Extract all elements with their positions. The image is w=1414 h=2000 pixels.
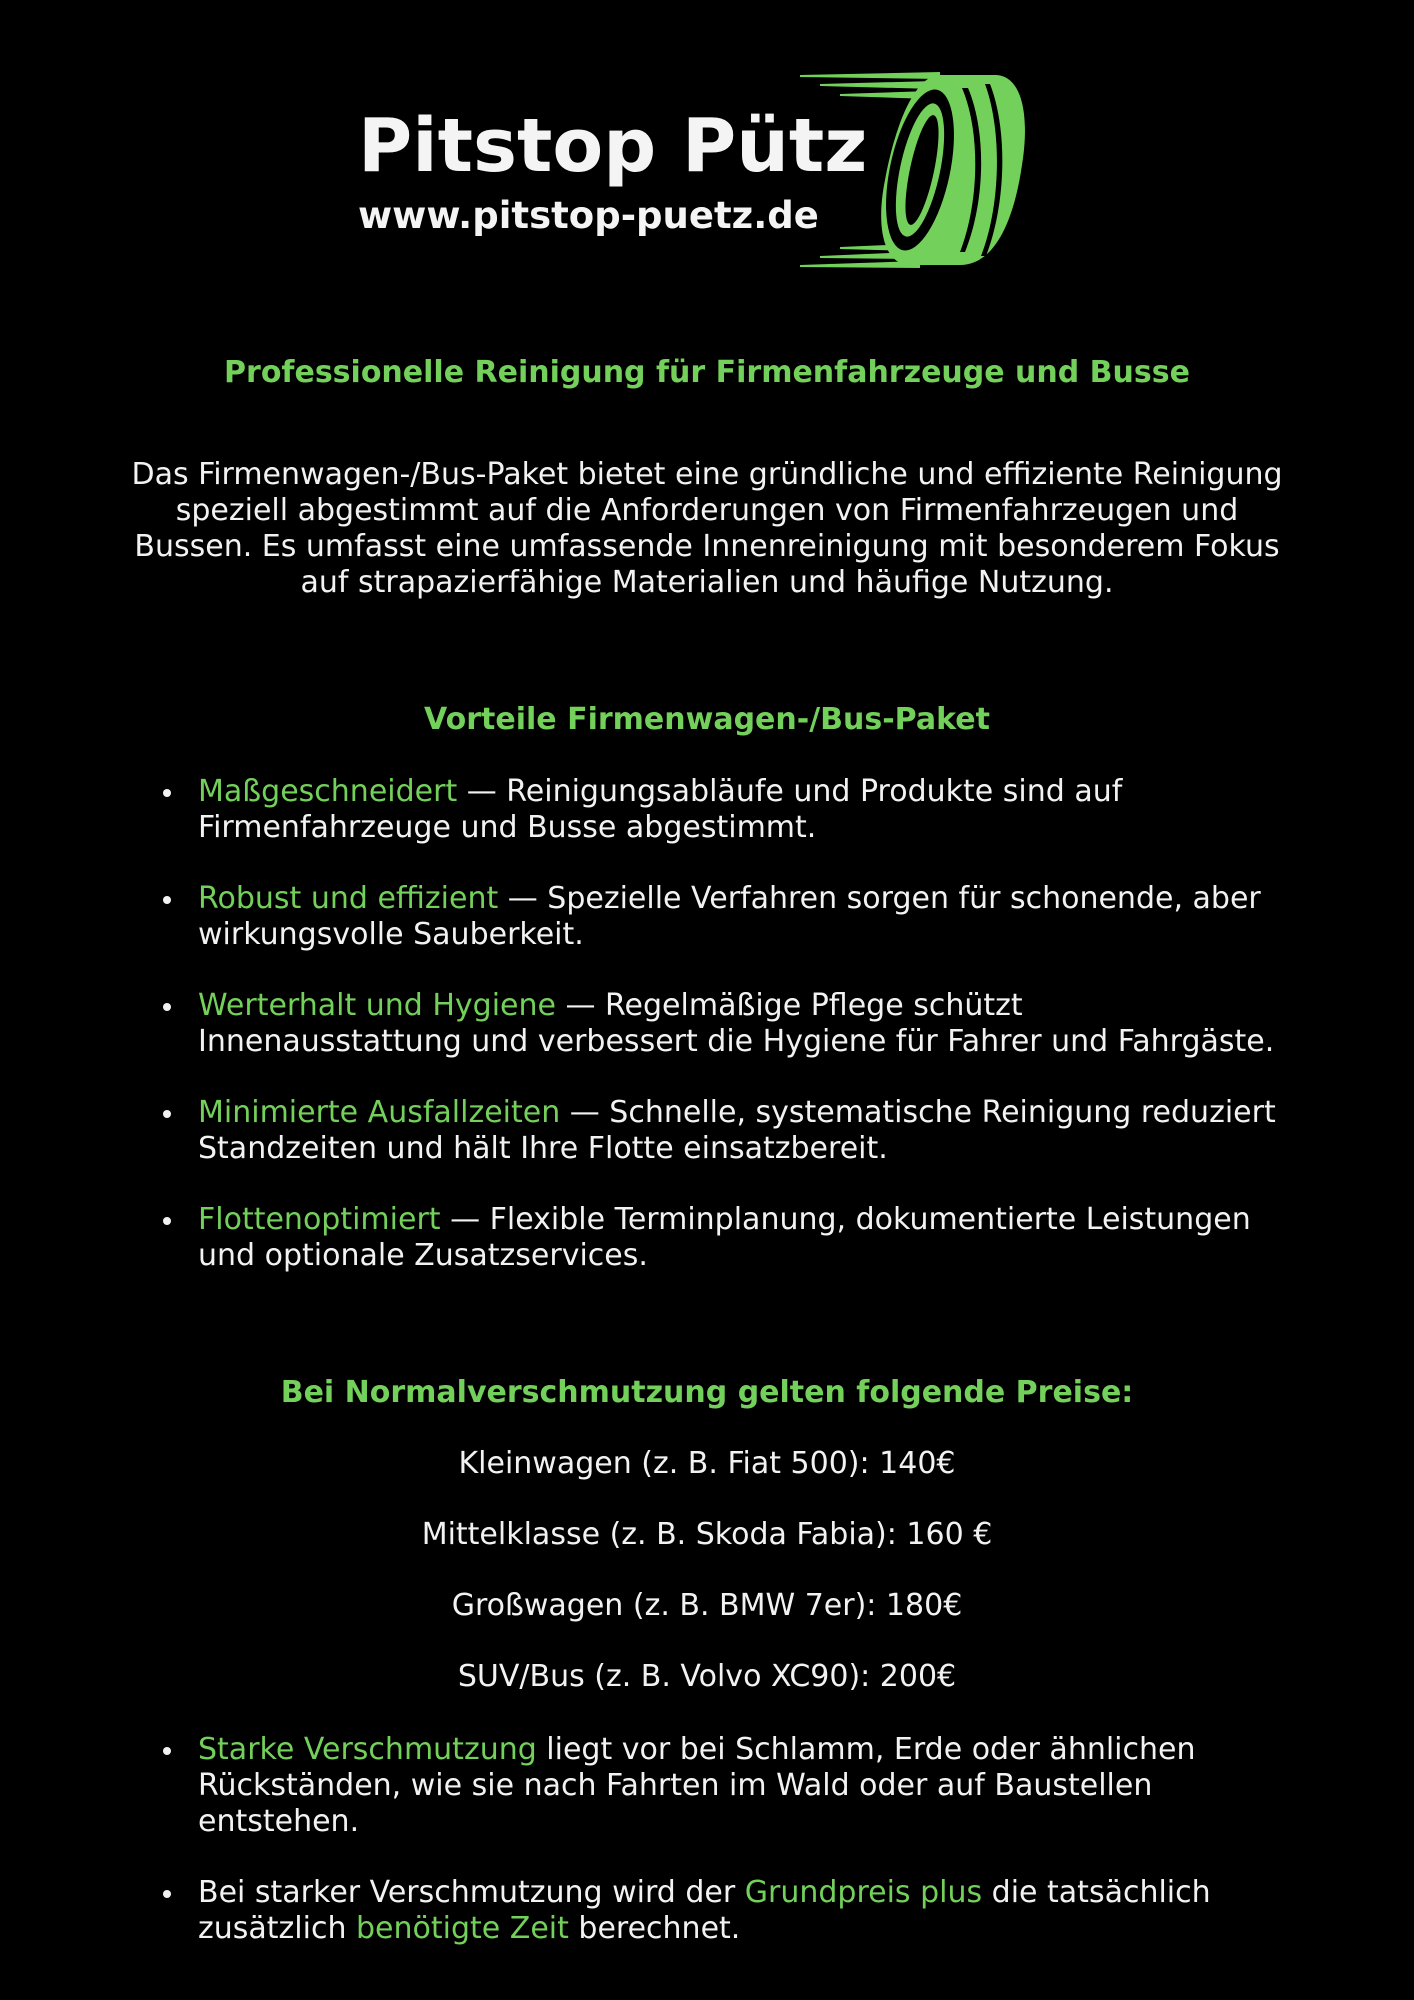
- intro-paragraph: Das Firmenwagen-/Bus-Paket bietet eine gründliche und effiziente Reinigung speziell abgestimmt auf die Anforderungen von Firmenfahrzeugen und Bussen. Es umfasst eine umfassende Innenreinigung mit besonderem Fokus auf strapazierfähige Materialien und häufige Nutzung.: [131, 457, 1283, 600]
- benefit-term: Robust und effizient: [198, 881, 499, 916]
- list-item: [160, 1732, 1290, 1840]
- list-item: [160, 1875, 1290, 1947]
- tire-icon: [790, 70, 1030, 270]
- note-text: liegt vor bei Schlamm, Erde oder ähnlichen Rückständen, wie sie nach Fahrten im Wald oder auf Baustellen entstehen.: [198, 1732, 1196, 1839]
- benefit-text: — Schnelle, systematische Reinigung reduziert Standzeiten und hält Ihre Flotte einsatzbereit.: [198, 1095, 1276, 1166]
- price-item-grosswagen: Großwagen (z. B. BMW 7er): 180€: [451, 1588, 963, 1623]
- benefit-text: — Reinigungsabläufe und Produkte sind auf Firmenfahrzeuge und Busse abgestimmt.: [198, 774, 1123, 845]
- note-text: berechnet.: [568, 1911, 741, 1946]
- note-text: die tatsächlich zusätzlich: [198, 1875, 1211, 1946]
- notes-list: [160, 1732, 1290, 1982]
- website-link[interactable]: www.pitstop-puetz.de: [358, 194, 819, 237]
- benefit-text: — Regelmäßige Pflege schützt Innenausstattung und verbessert die Hygiene für Fahrer und Fahrgäste.: [198, 988, 1275, 1059]
- benefit-term: Maßgeschneidert: [198, 774, 458, 809]
- benefit-term: Flottenoptimiert: [198, 1202, 441, 1237]
- benefits-list: [160, 774, 1290, 1309]
- list-item: [160, 988, 1290, 1060]
- list-item: [160, 881, 1290, 953]
- benefit-term: Werterhalt und Hygiene: [198, 988, 556, 1023]
- price-item-mittelklasse: Mittelklasse (z. B. Skoda Fabia): 160 €: [421, 1517, 993, 1552]
- note-highlight: Grundpreis plus: [744, 1875, 983, 1910]
- benefits-heading: Vorteile Firmenwagen-/Bus-Paket: [424, 702, 990, 737]
- note-text: Bei starker Verschmutzung wird der: [198, 1875, 745, 1910]
- list-item: [160, 1095, 1290, 1167]
- list-item: [160, 774, 1290, 846]
- page-title: Professionelle Reinigung für Firmenfahrzeuge und Busse: [224, 355, 1190, 390]
- brand-name: Pitstop Pütz: [358, 103, 868, 189]
- prices-heading: Bei Normalverschmutzung gelten folgende Preise:: [280, 1375, 1134, 1410]
- list-item: [160, 1202, 1290, 1274]
- note-highlight: benötigte Zeit: [356, 1911, 569, 1946]
- header: [0, 70, 1414, 280]
- benefit-text: — Flexible Terminplanung, dokumentierte Leistungen und optionale Zusatzservices.: [198, 1202, 1251, 1273]
- price-item-kleinwagen: Kleinwagen (z. B. Fiat 500): 140€: [458, 1446, 956, 1481]
- note-highlight: Starke Verschmutzung: [198, 1732, 537, 1767]
- price-item-suv-bus: SUV/Bus (z. B. Volvo XC90): 200€: [457, 1659, 957, 1694]
- benefit-text: — Spezielle Verfahren sorgen für schonende, aber wirkungsvolle Sauberkeit.: [198, 881, 1261, 952]
- benefit-term: Minimierte Ausfallzeiten: [198, 1095, 561, 1130]
